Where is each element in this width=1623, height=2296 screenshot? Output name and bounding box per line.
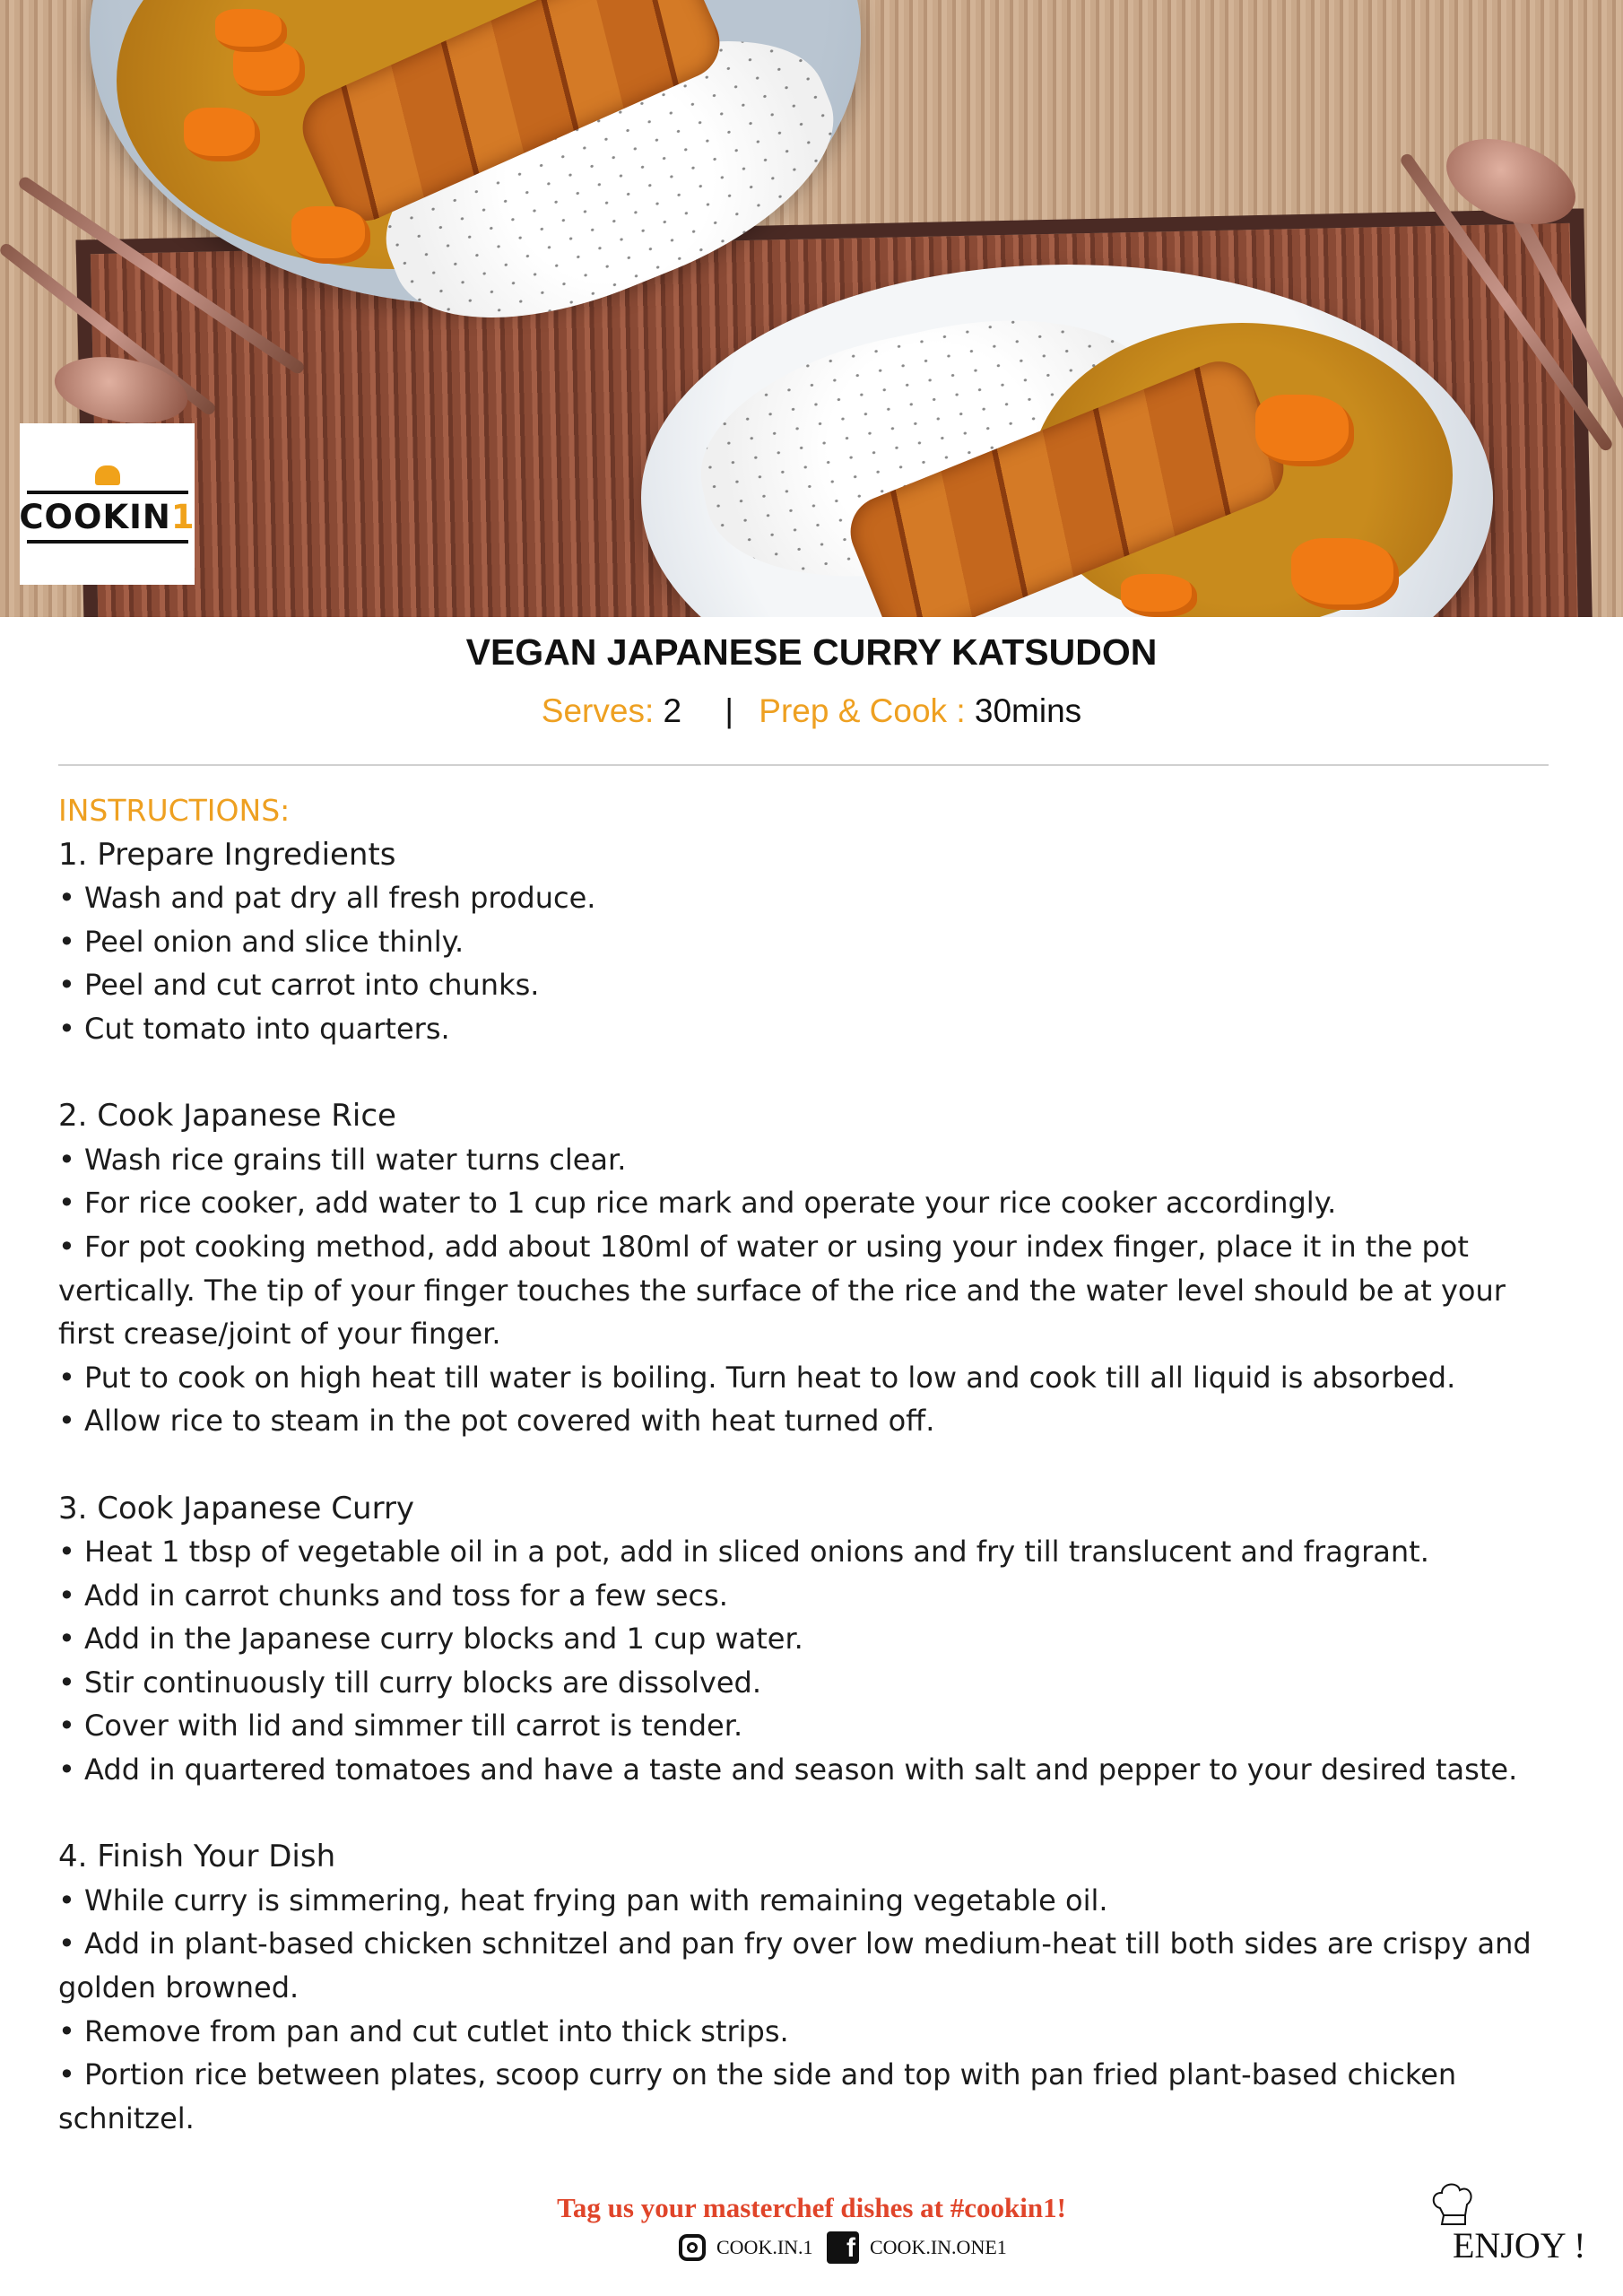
- recipe-title: VEGAN JAPANESE CURRY KATSUDON: [465, 631, 1158, 673]
- logo-line-top: [27, 491, 188, 494]
- chef-hat-outline-icon: [1429, 2178, 1476, 2231]
- logo-line-bottom: [27, 540, 188, 544]
- carrot-4: [215, 9, 287, 52]
- step-line: • Cover with lid and simmer till carrot is tender.: [58, 1709, 743, 1744]
- facebook-icon: f: [827, 2231, 859, 2264]
- step-title: 3. Cook Japanese Curry: [58, 1490, 415, 1526]
- time-value: 30mins: [974, 692, 1082, 729]
- step-line: • Wash and pat dry all fresh produce.: [58, 881, 596, 916]
- instructions: [58, 789, 1565, 2140]
- divider: [58, 764, 1549, 766]
- serves-value: 2: [663, 692, 682, 729]
- footer-tagline: Tag us your masterchef dishes at #cookin1!: [557, 2192, 1066, 2223]
- step-line: • Portion rice between plates, scoop curry on the side and top with pan fried plant-based chicken schnitzel.: [58, 2057, 1457, 2135]
- step-line: • Peel and cut carrot into chunks.: [58, 968, 540, 1003]
- step-line: • Stir continuously till curry blocks are dissolved.: [58, 1665, 762, 1700]
- facebook-handle: COOK.IN.ONE1: [870, 2236, 1007, 2258]
- carrot-7: [1121, 574, 1197, 617]
- time-label: Prep & Cook :: [759, 692, 966, 729]
- serves-label: Serves:: [541, 692, 655, 729]
- carrot-2: [184, 108, 260, 161]
- facebook-link[interactable]: [827, 2228, 1007, 2267]
- enjoy-text: ENJOY !: [1453, 2225, 1586, 2266]
- spacer: [58, 1792, 1565, 1836]
- step-line: • Add in quartered tomatoes and have a taste and season with salt and pepper to your desired taste.: [58, 1752, 1518, 1787]
- carrot-3: [291, 206, 370, 264]
- step-line: • Add in the Japanese curry blocks and 1 cup water.: [58, 1622, 803, 1657]
- step-title: 1. Prepare Ingredients: [58, 836, 396, 873]
- hero-photo: [0, 0, 1623, 617]
- step-line: • For rice cooker, add water to 1 cup rice mark and operate your rice cooker accordingly.: [58, 1186, 1337, 1221]
- step-line: • Add in carrot chunks and toss for a few secs.: [58, 1578, 728, 1613]
- step-line: • Allow rice to steam in the pot covered with heat turned off.: [58, 1404, 935, 1439]
- carrot-6: [1291, 538, 1399, 610]
- brand-logo: [20, 423, 195, 585]
- step-line: • While curry is simmering, heat frying pan with remaining vegetable oil.: [58, 1883, 1108, 1918]
- step-line: • Wash rice grains till water turns clear.: [58, 1142, 627, 1177]
- carrot-5: [1255, 395, 1354, 466]
- step-line: • Add in plant-based chicken schnitzel and pan fry over low medium-heat till both sides are crispy and golden browned.: [58, 1926, 1532, 2005]
- step-line: • Cut tomato into quarters.: [58, 1011, 450, 1046]
- recipe-meta: [0, 692, 1623, 730]
- spacer: [58, 1051, 1565, 1095]
- meta-separator: |: [725, 692, 733, 729]
- spacer: [58, 1443, 1565, 1487]
- step-line: • Peel onion and slice thinly.: [58, 924, 464, 959]
- step-line: • Remove from pan and cut cutlet into thick strips.: [58, 2013, 789, 2048]
- chef-hat-icon: [95, 465, 120, 485]
- step-line: • Put to cook on high heat till water is boiling. Turn heat to low and cook till all liquid is absorbed.: [58, 1360, 1456, 1395]
- instagram-handle: COOK.IN.1: [716, 2236, 813, 2258]
- logo-text: COOKIN1: [19, 497, 195, 536]
- step-title: 4. Finish Your Dish: [58, 1839, 336, 1875]
- instagram-icon: [679, 2234, 706, 2261]
- step-line: • Heat 1 tbsp of vegetable oil in a pot, add in sliced onions and fry till translucent and fragrant.: [58, 1535, 1429, 1570]
- instructions-heading: INSTRUCTIONS:: [58, 793, 291, 828]
- instagram-link[interactable]: [679, 2228, 813, 2267]
- step-title: 2. Cook Japanese Rice: [58, 1098, 396, 1135]
- step-line: • For pot cooking method, add about 180ml of water or using your index finger, place it in the pot vertically. The tip of your finger touches the surface of the rice and the water level should be at your first crease/joint of your finger.: [58, 1229, 1506, 1352]
